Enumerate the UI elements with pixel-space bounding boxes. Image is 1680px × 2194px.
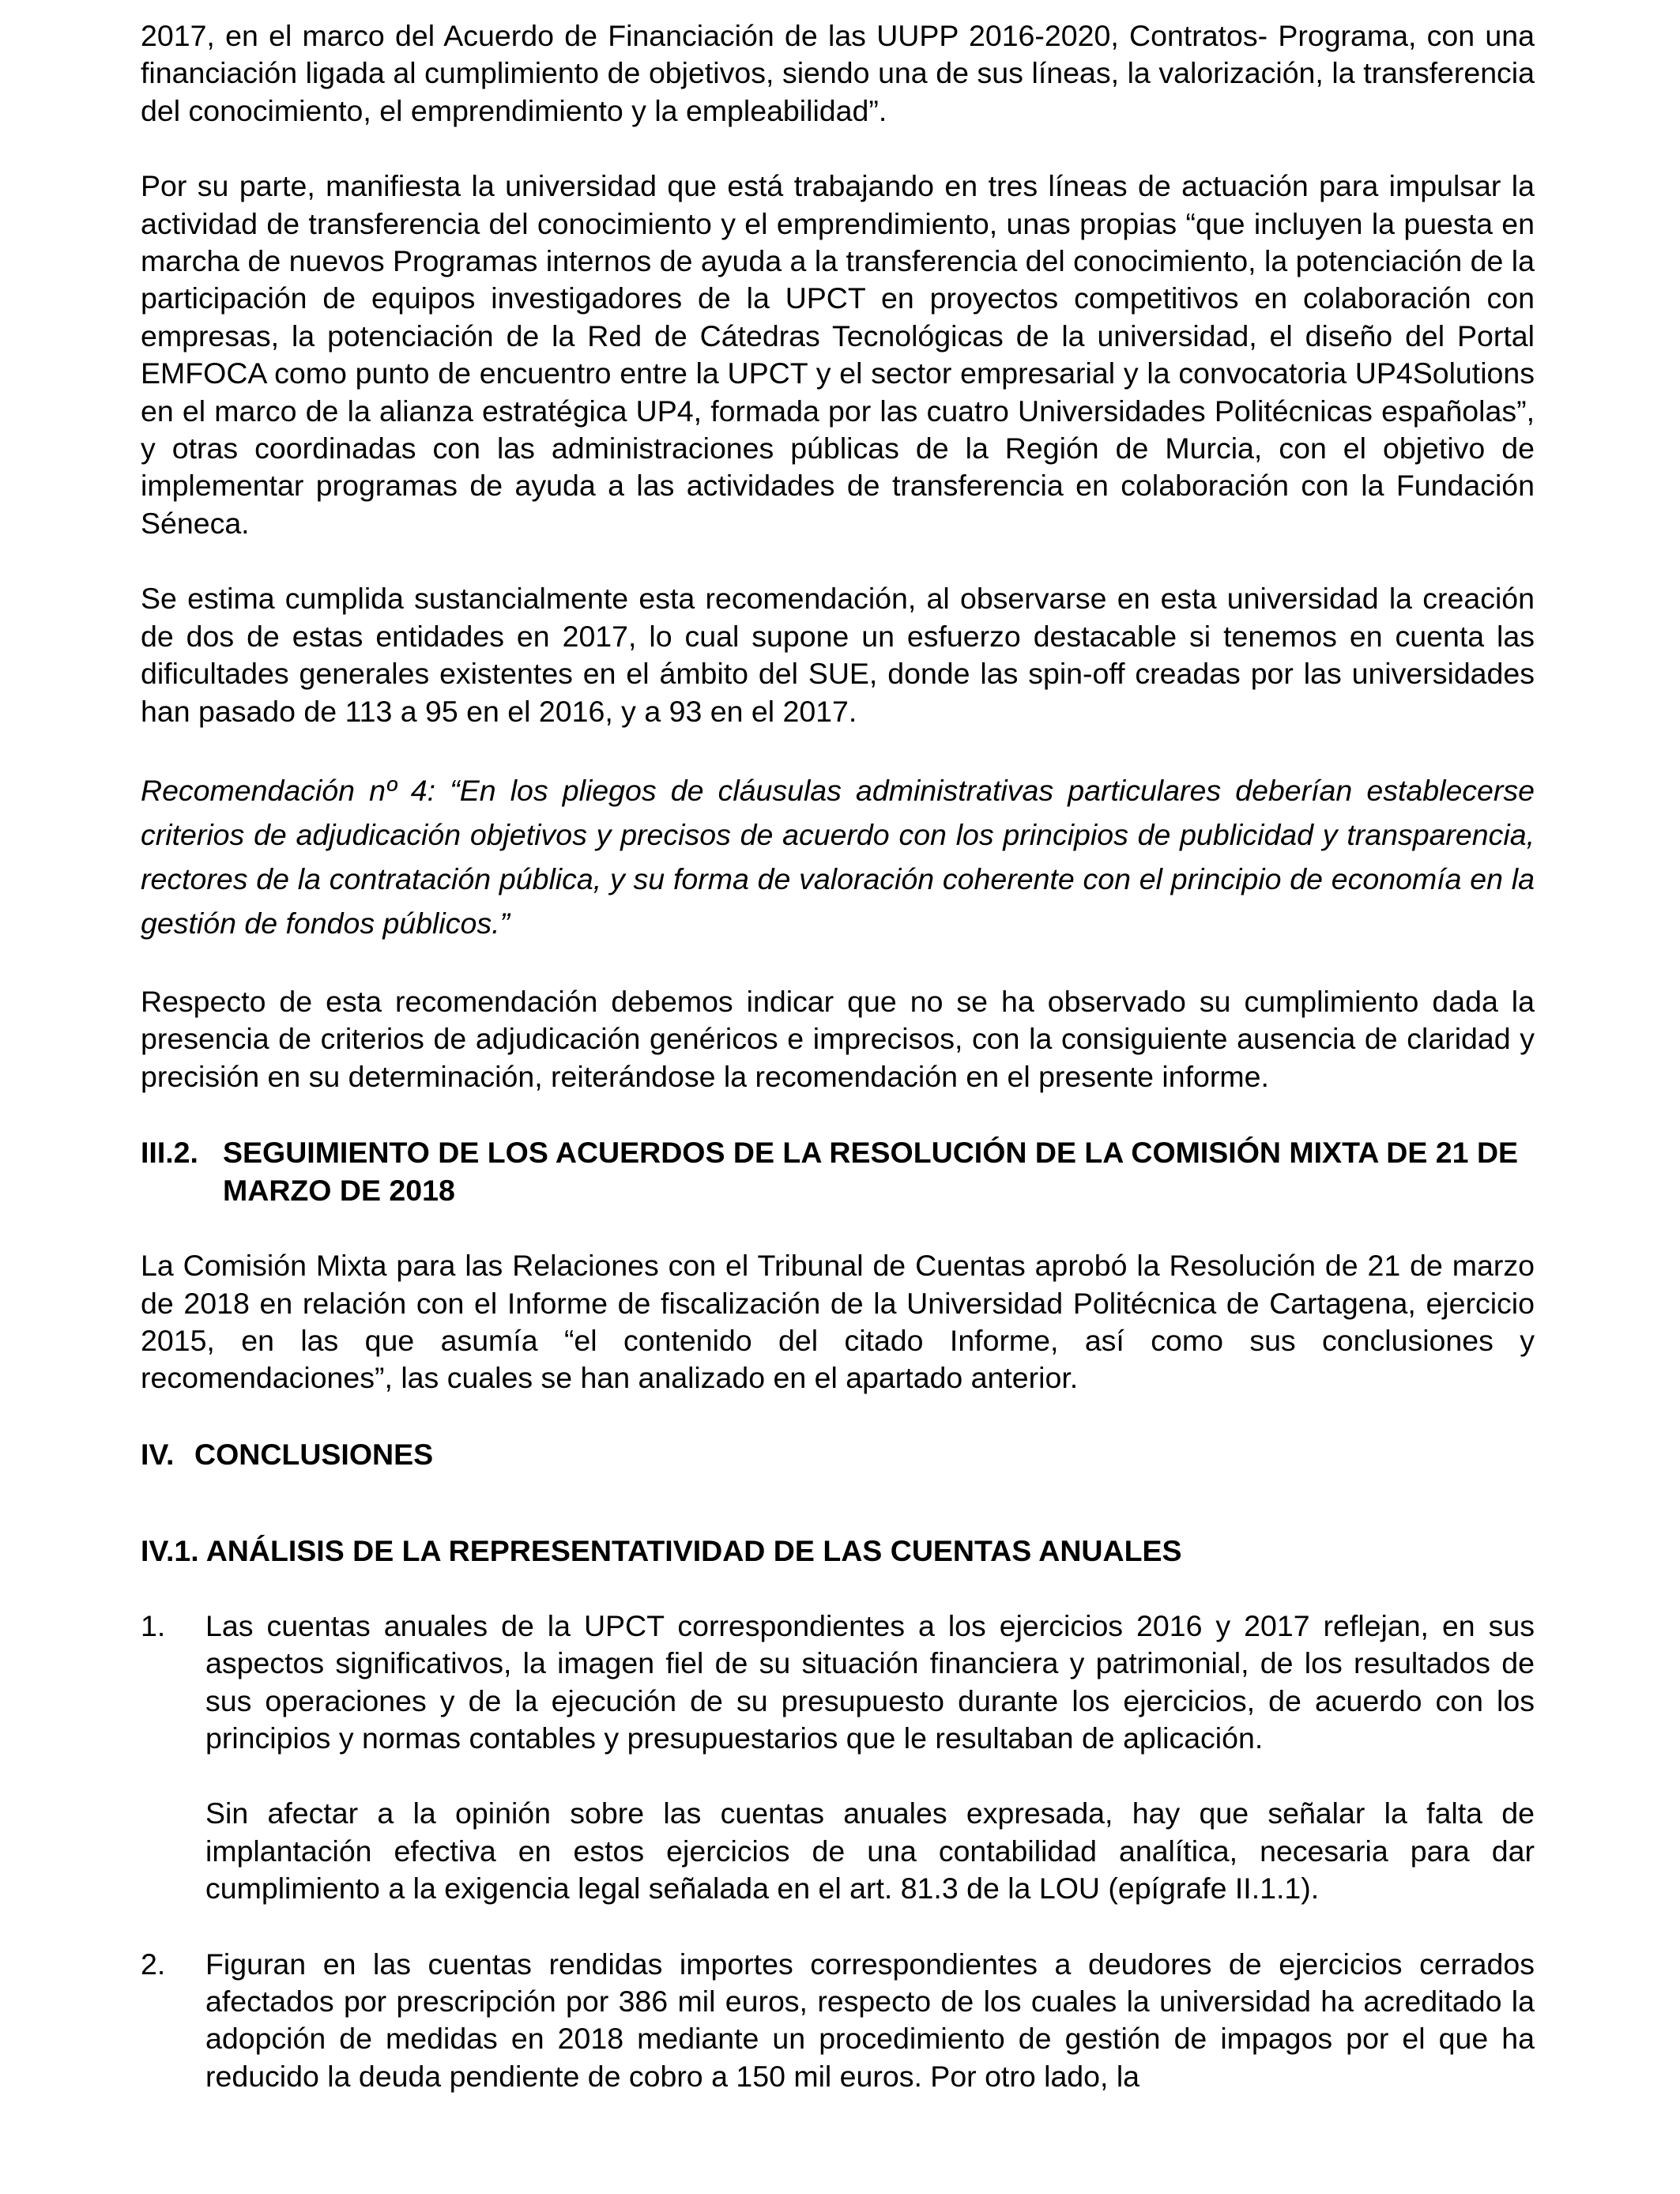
section-heading-iii-2 bbox=[141, 1133, 1535, 1209]
list-item-subparagraph: Sin afectar a la opinión sobre las cuentas anuales expresada, hay que señalar la falta de implantación efectiva en estos ejercicios de una contabilidad analítica, necesaria para dar cumplimiento a la exigencia legal señalada en el art. 81.3 de la LOU (epígrafe II.1.1). bbox=[205, 1796, 1535, 1906]
conclusions-list bbox=[141, 1608, 1535, 2095]
document-page bbox=[141, 17, 1535, 2095]
list-item-text: Figuran en las cuentas rendidas importes correspondientes a deudores de ejercicios cerrados afectados por prescripción por 386 mil euros, respecto de los cuales la universidad ha acreditado la adopción de medidas en 2018 mediante un procedimiento de gestión de impagos por el que ha reducido la deuda pendiente de cobro a 150 mil euros. Por otro lado, la bbox=[205, 1947, 1535, 2093]
list-item bbox=[141, 1946, 1535, 2096]
list-item-number: 2. bbox=[141, 1947, 166, 1981]
section-title: SEGUIMIENTO DE LOS ACUERDOS DE LA RESOLUCIÓN DE LA COMISIÓN MIXTA DE 21 DE MARZO DE 2018 bbox=[223, 1136, 1519, 1208]
recommendation-4-quote: Recomendación nº 4: “En los pliegos de cláusulas administrativas particulares deberían establecerse criterios de adjudicación objetivos y precisos de acuerdo con los principios de publicidad y transparencia, rectores de la contratación pública, y su forma de valoración coherente con el principio de economía en la gestión de fondos públicos.” bbox=[141, 773, 1535, 940]
section-heading-iv-1: IV.1. ANÁLISIS DE LA REPRESENTATIVIDAD DE LAS CUENTAS ANUALES bbox=[141, 1533, 1182, 1567]
list-item-text: Las cuentas anuales de la UPCT correspondientes a los ejercicios 2016 y 2017 reflejan, en sus aspectos significativos, la imagen fiel de su situación financiera y patrimonial, de los resultados de sus operaciones y de la ejecución de su presupuesto durante los ejercicios, de acuerdo con los principios y normas contables y presupuestarios que le resultaban de aplicación. bbox=[205, 1608, 1535, 1755]
section-number: IV. bbox=[141, 1437, 175, 1471]
paragraph-financing-agreement: 2017, en el marco del Acuerdo de Financiación de las UUPP 2016-2020, Contratos- Programa, con una financiación ligada al cumplimiento de objetivos, siendo una de sus líneas, la valorización, la transferencia del conocimiento, el emprendimiento y la empleabilidad”. bbox=[141, 19, 1535, 127]
paragraph-recommendation-fulfilled: Se estima cumplida sustancialmente esta recomendación, al observarse en esta universidad la creación de dos de estas entidades en 2017, lo cual supone un esfuerzo destacable si tenemos en cuenta las dificultades generales existentes en el ámbito del SUE, donde las spin-off creadas por las universidades han pasado de 113 a 95 en el 2016, y a 93 en el 2017. bbox=[141, 582, 1535, 728]
section-number: III.2. bbox=[141, 1136, 198, 1170]
section-heading-iv bbox=[141, 1435, 1535, 1473]
paragraph-joint-commission: La Comisión Mixta para las Relaciones con el Tribunal de Cuentas aprobó la Resolución de 21 de marzo de 2018 en relación con el Informe de fiscalización de la Universidad Politécnica de Cartagena, ejercicio 2015, en las que asumía “el contenido del citado Informe, así como sus conclusiones y recomendaciones”, las cuales se han analizado en el apartado anterior. bbox=[141, 1249, 1535, 1395]
paragraph-recommendation-not-fulfilled: Respecto de esta recomendación debemos indicar que no se ha observado su cumplimiento dada la presencia de criterios de adjudicación genéricos e imprecisos, con la consiguiente ausencia de claridad y precisión en su determinación, reiterándose la recomendación en el presente informe. bbox=[141, 984, 1535, 1093]
list-item-number: 1. bbox=[141, 1608, 166, 1642]
paragraph-transfer-lines: Por su parte, manifiesta la universidad que está trabajando en tres líneas de actuación para impulsar la actividad de transferencia del conocimiento y el emprendimiento, unas propias “que incluyen la puesta en marcha de nuevos Programas internos de ayuda a la transferencia del conocimiento, la potenciación de la participación de equipos investigadores de la UPCT en proyectos competitivos en colaboración con empresas, la potenciación de la Red de Cátedras Tecnológicas de la universidad, el diseño del Portal EMFOCA como punto de encuentro entre la UPCT y el sector empresarial y la convocatoria UP4Solutions en el marco de la alianza estratégica UP4, formada por las cuatro Universidades Politécnicas españolas”, y otras coordinadas con las administraciones públicas de la Región de Murcia, con el objetivo de implementar programas de ayuda a las actividades de transferencia en colaboración con la Fundación Séneca. bbox=[141, 169, 1535, 540]
list-item bbox=[141, 1608, 1535, 1908]
section-title: CONCLUSIONES bbox=[194, 1437, 434, 1471]
